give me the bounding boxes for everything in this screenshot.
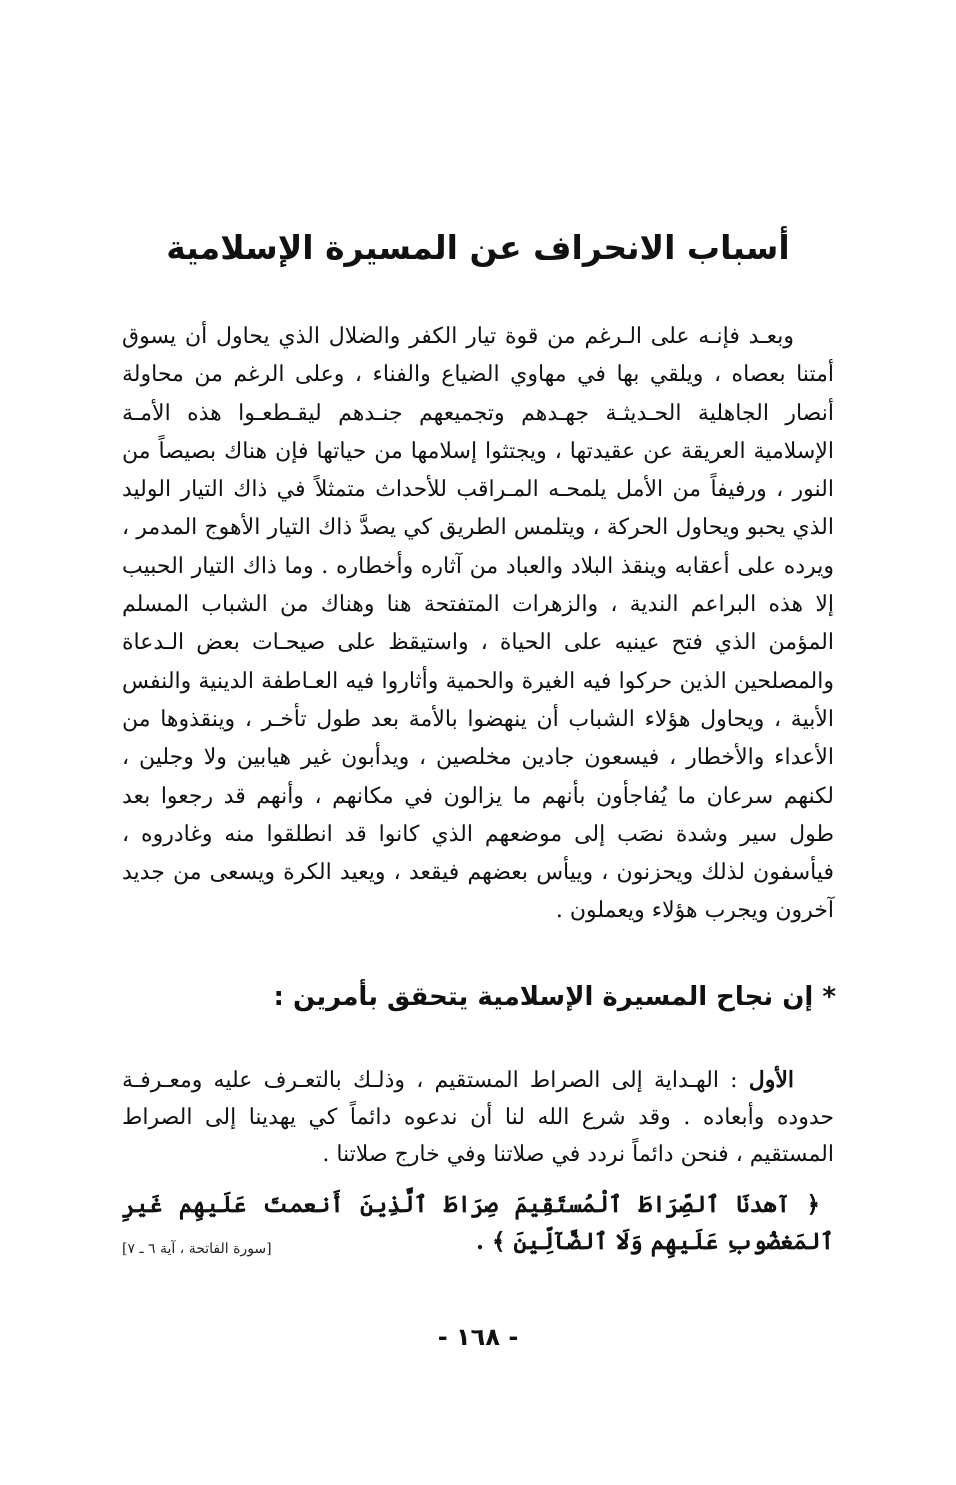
paragraph-2-text: : الهـداية إلى الصراط المستقيم ، وذلـك بالتعـرف عليه ومعـرفـة حدوده وأبعاده . وقد شرع الله لنا أن ندعوه دائماً كي يهدينا إلى الصراط المستقيم ، فنحن دائماً نردد في صلاتنا وفي خارج صلاتنا .	[122, 1068, 834, 1167]
body-paragraph-2	[122, 1062, 834, 1173]
section-heading: * إن نجاح المسيرة الإسلامية يتحقق بأمرين :	[273, 982, 836, 1012]
quran-verse: ﴿ آهدنَا ٱلصِّرَاطَ ٱلْمُستَقِيمَ صِرَاطَ ٱلَّذِينَ أَنعمتَ عَلَيهِم غَيرِ ٱلمَغضُوبِ عَلَيهِم وَلَا ٱلضَّآلِّينَ ﴾ .	[122, 1191, 834, 1255]
verse-citation: [سورة الفاتحة ، آية ٦ ـ ٧]	[122, 1241, 272, 1257]
paragraph-lead-word: الأول	[748, 1067, 794, 1093]
page-number: - ١٦٨ -	[437, 1323, 519, 1351]
body-paragraph-1: وبعـد فإنـه على الـرغم من قوة تيار الكفر والضلال الذي يحاول أن يسوق أمتنا بعصاه ، ويلقي بها في مهاوي الضياع والفناء ، وعلى الرغم من محاولة أنصار الجاهلية الحـديثـة جهـدهم وتجميعهم جنـدهم ليقـطعـوا هذه الأمـة الإسلامية العريقة عن عقيدتها ، ويجتثوا إسلامها من حياتها فإن هناك بصيصاً من النور ، ورفيفاً من الأمل يلمحـه المـراقب للأحداث متمثلاً في ذاك التيار الوليد الذي يحبو ويحاول الحركة ، ويتلمس الطريق كي يصدَّ ذاك التيار الأهوج المدمر ، ويرده على أعقابه وينقذ البلاد والعباد من آثاره وأخطاره . وما ذاك التيار الحبيب إلا هذه البراعم الندية ، والزهرات المتفتحة هنا وهناك من الشباب المسلم المؤمن الذي فتح عينيه على الحياة ، واستيقظ على صيحـات بعض الـدعاة والمصلحين الذين حركوا فيه الغيرة والحمية وأثاروا فيه العـاطفة الدينية والنفس الأبية ، ويحاول هؤلاء الشباب أن ينهضوا بالأمة بعد طول تأخـر ، وينقذوها من الأعداء والأخطار ، فيسعون جادين مخلصين ، ويدأبون غير هيابين ولا وجلين ، لكنهم سرعان ما يُفاجأون بأنهم ما يزالون في مكانهم ، وأنهم قد رجعوا بعد طول سير وشدة نصَب إلى موضعهم الذي كانوا قد انطلقوا منه وغادروه ، فيأسفون لذلك ويحزنون ، وييأس بعضهم فيقعد ، ويعيد الكرة ويسعى من جديد آخرون ويجرب هؤلاء ويعملون .	[122, 324, 834, 924]
verse-citation-wrapper	[122, 1239, 422, 1259]
page-title: أسباب الانحراف عن المسيرة الإسلامية	[166, 228, 790, 267]
